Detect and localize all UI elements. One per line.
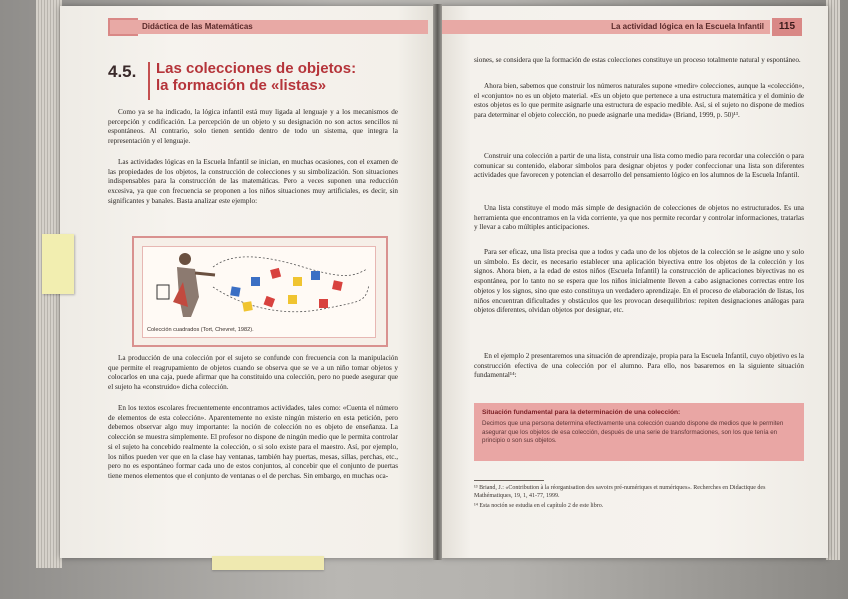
lasso-line [213,257,367,276]
footnote-divider [474,480,544,481]
illustration-frame [142,246,376,338]
square-red [264,296,276,308]
left-running-head: Didáctica de las Matemáticas [142,22,253,31]
section-divider [148,62,150,100]
section-title-line-2: la formación de «listas» [156,77,327,94]
right-running-head: La actividad lógica en la Escuela Infantil [611,22,764,31]
section-title [156,60,396,94]
child-drawing-illustration [143,247,375,337]
figure-arm [195,273,215,275]
right-page-edges [826,0,840,560]
figure-caption: Colección cuadrados (Tort, Chevret, 1982). [147,327,254,333]
square-red [319,299,328,308]
paragraph: En los textos escolares frecuentemente encontramos actividades, tales como: «Cuenta el número de elementos de esta colección». Aparentemente no existe ningún misterio en esta petición, pero debemos observar algo muy importante: la noción de colección no es objeto de enseñanza. La colección se muestra simplemente. El profesor no dispone de ningún medio que le permita controlar si el sujeto ha concebido realmente la colección, o si solo existe para el maestro. Así, por ejemplo, los niños pueden ver que en la clase hay ventanas, también hay puertas, mesas, sillas, perchas, etc., pero no es espontáneo formar cada uno de estos conjuntos, al concebir que el conjunto de puertas tiene menos elementos que el conjunto de ventanas o el de perchas. Sin embargo, en muchas oca- [108,404,398,480]
square-yellow [293,277,302,286]
paragraph: Construir una colección a partir de una lista, construir una lista como medio para recordar una colección o para comunicar su contenido, elaborar símbolos para designar objetos y poder confeccionar una lista son diferentes actividades que favorecen y potencian el desarrollo del pensamiento lógico en los alumnos de la Escuela Infantil. [474,152,804,180]
square-yellow [288,295,297,304]
left-page [60,6,435,558]
paragraph: Ahora bien, sabemos que construir los números naturales supone «medir» colecciones, aunque la «colección», el «conjunto» no es un objeto material. «Es un objeto que pertenece a una estructura matemática y el dominio de estos objetos es lo que permite asignarle una estructura de espacio medible. Así, si el sujeto no dispone de medios para determinar el objeto colección, no puede asignarle una medida» (Briand, 1999, p. 50)¹³. [474,82,804,120]
left-running-head-band [110,20,428,34]
right-running-head-band [440,20,770,34]
right-page [440,6,828,558]
paragraph: Una lista constituye el modo más simple de designación de colecciones de objetos no estructurados. Es una herramienta que encontramos en la vida corriente, ya que nos permite recordar y controlar informaciones, tratarlas y llevar a cabo múltiples anticipaciones. [474,204,804,232]
figure-head [179,253,191,265]
square-blue [251,277,260,286]
footnote: ¹³ Briand, J.: «Contribution à la réorganisation des savoirs pré-numériques et numériques». Recherches en Didactique des Mathématiques, 19, 1, 41-77, 1999. [474,485,766,499]
footnote: ¹⁴ Esta noción se estudia en el capítulo 2 de este libro. [474,503,604,509]
square-red [270,268,281,279]
right-page-number: 115 [772,18,802,36]
box-title: Situación fundamental para la determinación de una colección: [482,409,681,416]
paragraph: Las actividades lógicas en la Escuela Infantil se inician, en muchas ocasiones, con el examen de las propiedades de los objetos, la construcción de colecciones y su simbolización. Son situaciones indispensables para la construcción de las matemáticas. Pero a veces suponen una reducción excesiva, ya que con frecuencia se proponen a los niños situaciones muy artificiales, es decir, sin significantes y banales. Basta analizar este ejemplo: [108,158,398,205]
illustration-figure [132,236,388,347]
section-number: 4.5. [108,62,137,81]
square-blue [230,286,240,296]
figure-box [157,285,169,299]
book-gutter [433,4,442,560]
paragraph: En el ejemplo 2 presentaremos una situación de aprendizaje, propia para la Escuela Infantil, cuyo objetivo es la construcción efectiva de una colección por el alumno. Para ello, nos basaremos en la siguiente situación fundamental¹⁴: [474,352,804,380]
paragraph: La producción de una colección por el sujeto se confunde con frecuencia con la manipulación que permite el reagrupamiento de objetos cuando se observa que se ve a un niño tomar objetos y colocarlos en una caja, puede afirmar que ha constituido una colección, pero no puede asegurar que el sujeto ha «construido» dicha colección. [108,354,398,392]
square-blue [311,271,320,280]
fundamental-situation-box [474,403,804,461]
paragraph: siones, se considera que la formación de estas colecciones constituye un proceso totalmente natural y espontáneo. [474,56,801,64]
paragraph: Para ser eficaz, una lista precisa que a todos y cada uno de los objetos de la colección se le asigne uno y solo un símbolo. Es decir, es necesario establecer una aplicación biyectiva entre los objetos de la colección y los signos. Ahora bien, a la edad de estos niños (Escuela Infantil) la construcción de aplicaciones biyectivas no es espontánea, por lo tanto no se espera que los niños inicialmente lleven a cabo asignaciones correctas entre los objetos y los signos, sino que esto constituya un verdadero aprendizaje. En el proceso de elaboración de listas, los niños encuentran dificultades y obstáculos que les provocan desequilibrios: repiten designaciones análogas para objetos diferentes, olvidan objetos por designar, etc. [474,248,804,315]
box-body: Decimos que una persona determina efectivamente una colección cuando dispone de medios que le permiten asegurar que los objetos de esa colección, después de una serie de transformaciones, son los que tenía en principio o son sus objetos. [482,420,784,445]
section-title-line-1: Las colecciones de objetos: [156,60,357,77]
sticky-note-left [42,234,74,294]
square-red [332,280,343,291]
square-yellow [242,301,252,311]
sticky-note-bottom [212,556,324,570]
paragraph: Como ya se ha indicado, la lógica infantil está muy ligada al lenguaje y a los mecanismos de percepción y codificación. La percepción de un objeto y su designación no son actos sencillos ni espontáneos. Al contrario, solo tienen sentido dentro de todo un sistema, que integra la representación y el lenguaje. [108,108,398,146]
